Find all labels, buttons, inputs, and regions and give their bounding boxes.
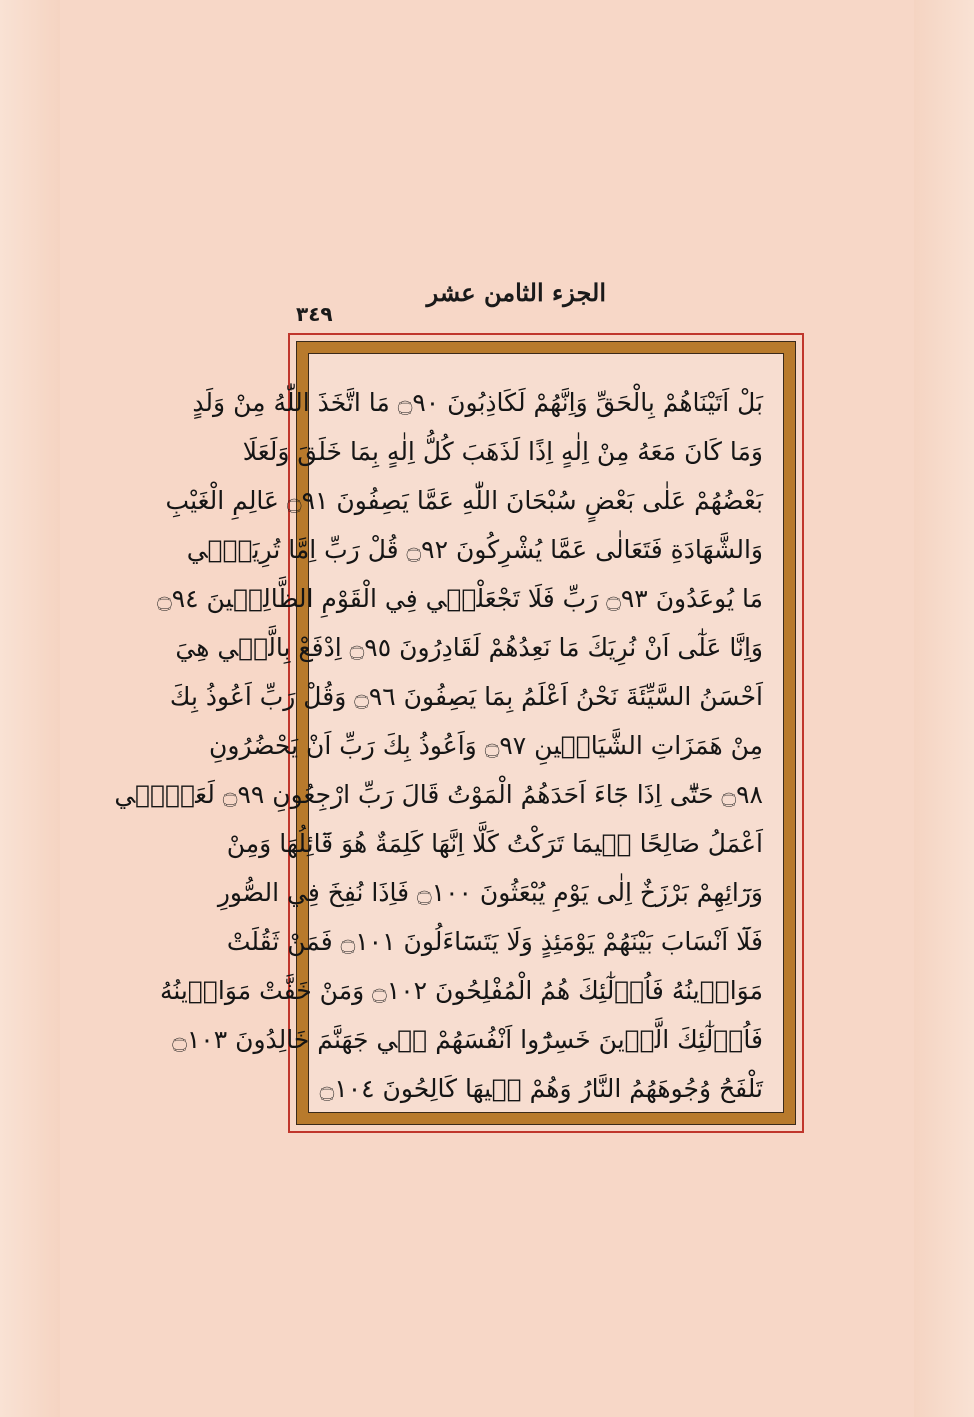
text-line-1: بَلْ اَتَيْنَاهُمْ بِالْحَقِّ وَاِنَّهُمْ لَكَاذِبُونَ ۝٩٠ مَا اتَّخَذَ اللّٰهُ مِنْ وَلَدٍ (192, 388, 763, 417)
text-line-2: وَمَا كَانَ مَعَهُ مِنْ اِلٰهٍ اِذًا لَذَهَبَ كُلُّ اِلٰهٍ بِمَا خَلَقَ وَلَعَلَا (242, 437, 763, 466)
text-line-9: ۝٩٨ حَتّٰٓى اِذَا جَٓاءَ اَحَدَهُمُ الْمَوْتُ قَالَ رَبِّ ارْجِعُونِ ۝٩٩ لَعَلّ۪ٓي (114, 780, 763, 809)
text-line-4: وَالشَّهَادَةِ فَتَعَالٰى عَمَّا يُشْرِكُونَ ۝٩٢ قُلْ رَبِّ اِمَّا تُرِيَنّٖي (186, 535, 763, 564)
text-line-10: اَعْمَلُ صَالِحًا ف۪يمَا تَرَكْتُ كَلَّا اِنَّهَا كَلِمَةٌ هُوَ قَٓائِلُهَا وَمِنْ (226, 829, 763, 858)
quran-text-block (114, 382, 763, 1103)
text-line-13: مَوَاز۪ينُهُ فَاُو۬لٰٓئِكَ هُمُ الْمُفْلِحُونَ ۝١٠٢ وَمَنْ خَفَّتْ مَوَاز۪ينُهُ (159, 976, 763, 1005)
juz-header-title: الجزء الثامن عشر (426, 278, 606, 307)
text-line-3: بَعْضُهُمْ عَلٰى بَعْضٍ سُبْحَانَ اللّٰهِ عَمَّا يَصِفُونَ ۝٩١ عَالِمِ الْغَيْبِ (165, 486, 763, 515)
text-line-15: تَلْفَحُ وُجُوهَهُمُ النَّارُ وَهُمْ ف۪يهَا كَالِحُونَ ۝١٠٤ (319, 1074, 763, 1103)
scan-margin-right (914, 0, 974, 1417)
text-frame-outer-rule (114, 333, 804, 1133)
text-line-14: فَاُو۬لٰٓئِكَ الَّذ۪ينَ خَسِرُٓوا اَنْفُسَهُمْ ف۪ي جَهَنَّمَ خَالِدُونَ ۝١٠٣ (172, 1025, 763, 1054)
text-frame-gold-border (114, 341, 796, 1125)
text-panel (114, 353, 784, 1113)
text-line-12: فَلَٓا اَنْسَابَ بَيْنَهُمْ يَوْمَئِذٍ وَلَا يَتَسَٓاءَلُونَ ۝١٠١ فَمَنْ ثَقُلَتْ (226, 927, 763, 956)
page-number: ٣٤٩ (296, 302, 333, 326)
text-line-7: اَحْسَنُ السَّيِّئَةَ نَحْنُ اَعْلَمُ بِمَا يَصِفُونَ ۝٩٦ وَقُلْ رَبِّ اَعُوذُ بِكَ (169, 682, 763, 711)
scan-margin-left (0, 0, 60, 1417)
text-line-5: مَا يُوعَدُونَ ۝٩٣ رَبِّ فَلَا تَجْعَلْن۪ي فِي الْقَوْمِ الظَّالِم۪ينَ ۝٩٤ (157, 584, 763, 613)
text-line-11: وَرَٓائِهِمْ بَرْزَخٌ اِلٰى يَوْمِ يُبْعَثُونَ ۝١٠٠ فَاِذَا نُفِخَ فِي الصُّورِ (217, 878, 763, 907)
text-line-8: مِنْ هَمَزَاتِ الشَّيَاط۪ينِ ۝٩٧ وَاَعُوذُ بِكَ رَبِّ اَنْ يَحْضُرُونِ (209, 731, 763, 760)
text-line-6: وَاِنَّا عَلٰٓى اَنْ نُرِيَكَ مَا نَعِدُهُمْ لَقَادِرُونَ ۝٩٥ اِدْفَعْ بِالَّت۪ي هِيَ (175, 633, 763, 662)
